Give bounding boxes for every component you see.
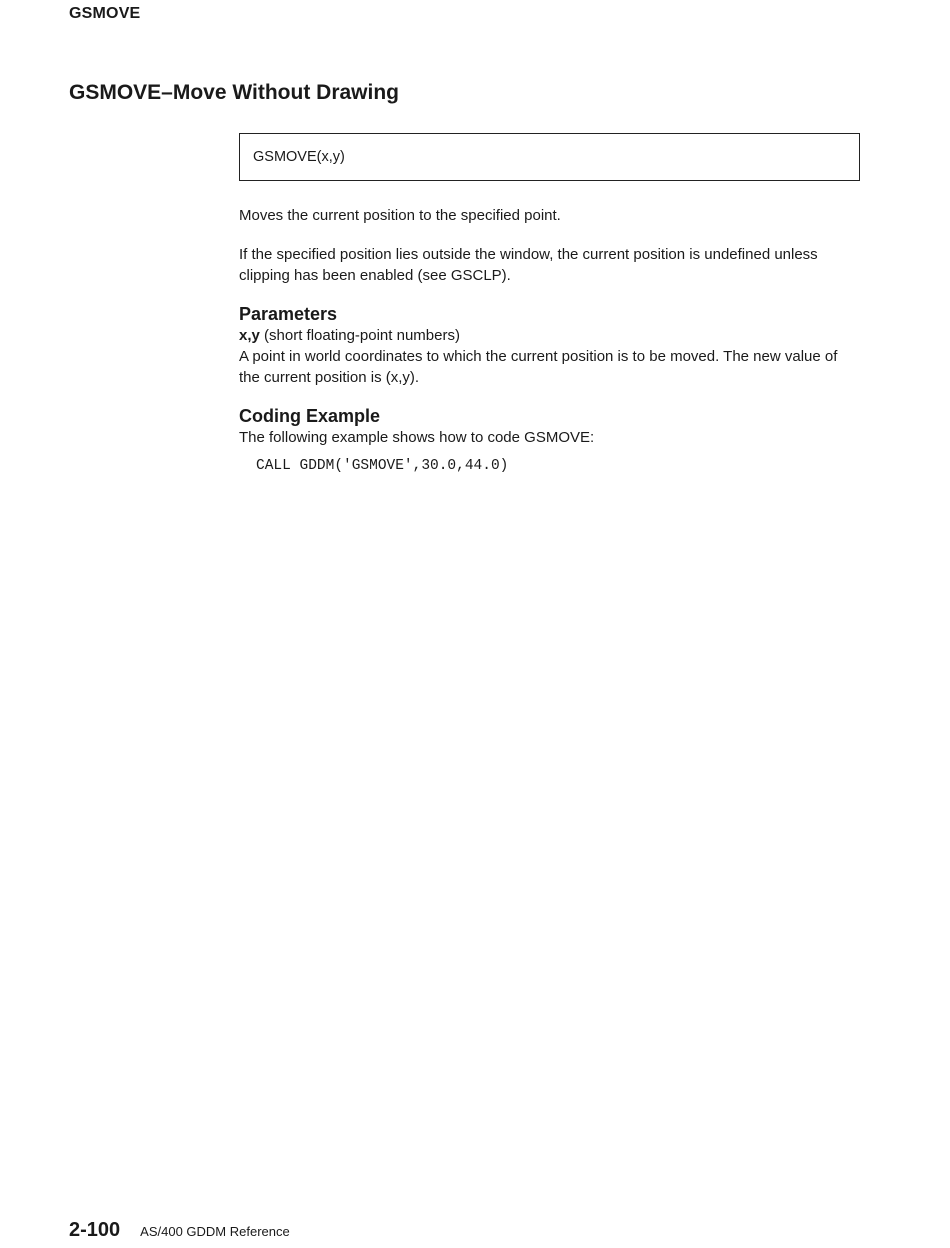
page-footer xyxy=(69,1219,290,1242)
syntax-text: GSMOVE(x,y) xyxy=(253,149,345,165)
parameter-term: x,y xyxy=(239,327,260,344)
coding-example-heading: Coding Example xyxy=(239,406,381,426)
parameter-entry xyxy=(239,325,859,388)
page-number: 2-100 xyxy=(69,1219,121,1241)
page-title: GSMOVE–Move Without Drawing xyxy=(69,81,399,104)
book-title: AS/400 GDDM Reference xyxy=(140,1224,290,1239)
syntax-box xyxy=(239,133,860,181)
description-paragraph: Moves the current position to the specified point. xyxy=(239,207,561,224)
parameter-term-line xyxy=(239,325,859,346)
parameter-description: A point in world coordinates to which the current position is to be moved. The new value of the current position is (x,y). xyxy=(239,348,838,386)
code-sample: CALL GDDM('GSMOVE',30.0,44.0) xyxy=(256,458,509,474)
main-content xyxy=(239,205,859,477)
description-paragraph: If the specified position lies outside the window, the current position is undefined unless clipping has been enabled (see GSCLP). xyxy=(239,246,818,284)
parameters-heading: Parameters xyxy=(239,304,338,324)
parameter-type: (short floating-point numbers) xyxy=(264,327,460,344)
running-header: GSMOVE xyxy=(69,5,141,22)
coding-example-intro: The following example shows how to code GSMOVE: xyxy=(239,429,595,446)
